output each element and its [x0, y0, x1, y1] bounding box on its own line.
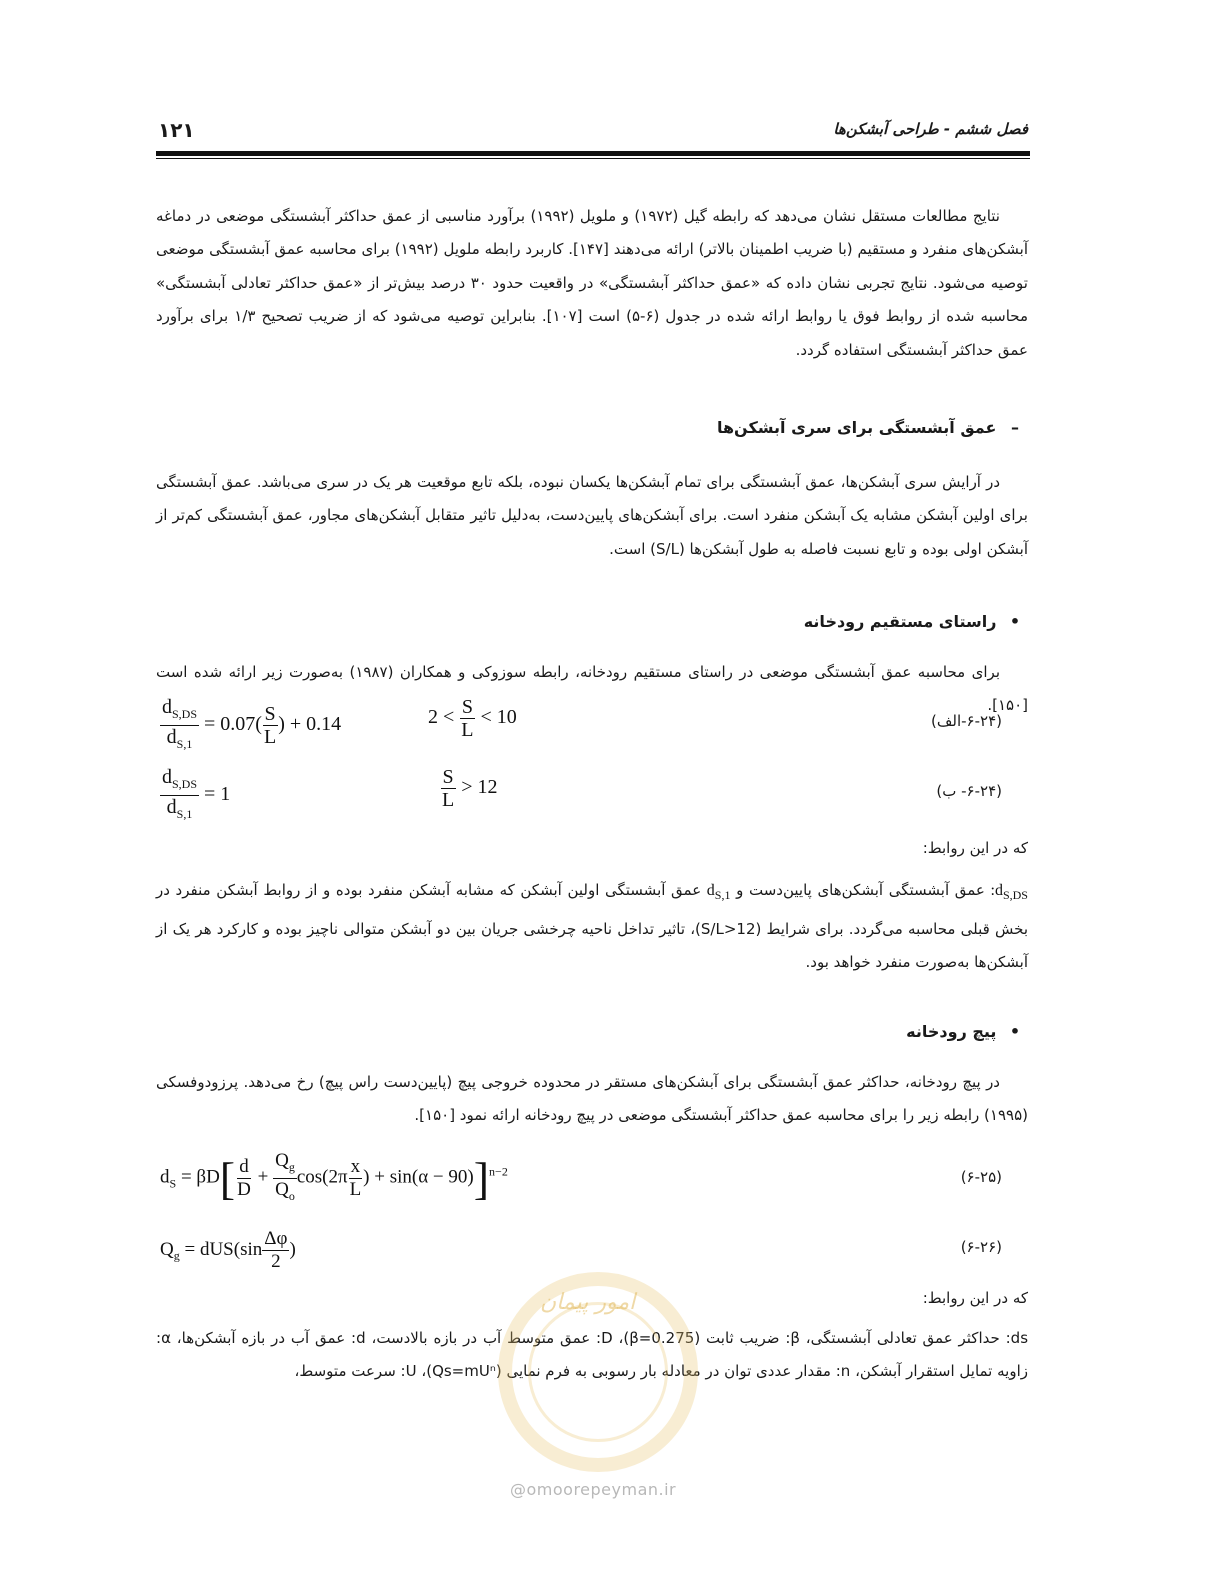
- equation-25-label: (۶-۲۵): [960, 1168, 1002, 1186]
- equation-24a-lhs: $\frac{d_{S,DS}}{d_{S,1}}$ = 0.07( $\frac{S}{L}$ ) + 0.14: [160, 696, 341, 755]
- paragraph-4: $d_{S,DS}$: عمق آبشستگی آبشکن‌های پایین‌دست و $d_{S,1}$ عمق آبشستگی اولین آبشکن که مشابه آبشکن منفرد بوده و از روابط آبشکن منفرد در بخش قبلی محاسبه می‌گردد. برای شرایط (S/L>12)، تاثیر تداخل ناحیه چرخشی جریان بین دو آبشکن متوالی ناچیز بوده و کارکرد هر یک از آبشکن‌ها به‌صورت منفرد خواهد بود.: [156, 881, 1029, 971]
- running-title: فصل ششم - طراحی آبشکن‌ها: [833, 120, 1028, 138]
- paragraph-3-text: برای محاسبه عمق آبشستگی موضعی در راستای مستقیم رودخانه، رابطه سوزوکی و همکاران (۱۹۸۷) به‌صورت زیر ارائه شده است [۱۵۰].: [156, 663, 1028, 715]
- watermark-site: @omoorepeyman.ir: [510, 1480, 677, 1499]
- equation-24b-label: (۶-۲۴- ب): [936, 782, 1002, 800]
- paragraph-5: [156, 1066, 1028, 1133]
- header-rule-thin: [156, 158, 1030, 159]
- page-number: ۱۲۱: [158, 118, 195, 142]
- equation-26-label: (۶-۲۶): [960, 1238, 1002, 1256]
- section-heading-bend-text: پیچ رودخانه: [906, 1022, 997, 1041]
- bullet-icon: •: [1009, 612, 1021, 631]
- equation-24b-condition: $\frac{S}{L}$ > 12: [442, 766, 498, 811]
- paragraph-5-text: در پیچ رودخانه، حداکثر عمق آبشستگی برای آبشکن‌های مستقر در محدوده خروجی پیچ (پایین‌دست راس پیچ) رخ می‌دهد. پرزودوفسکی (۱۹۹۵) رابطه زیر را برای محاسبه عمق حداکثر آبشستگی موضعی در پیچ رودخانه ارائه نمود [۱۵۰].: [156, 1073, 1028, 1125]
- equation-25: $d_S = \beta D$[ $\frac{d}{D}$ + $\frac{Q_g}{Q_o}$ cos(2π $\frac{x}{L}$ ) + sin(α − 90)]$^{n-2}$: [160, 1150, 508, 1204]
- section-heading-bend: [906, 1022, 1028, 1041]
- paragraph-6-text: ds: حداکثر عمق تعادلی آبشستگی، β: ضریب ثابت (β=0.275)، D: عمق متوسط آب در بازه بالادست، d: عمق آب در بازه آبشکن‌ها، α: زاویه تمایل استقرار آبشکن، n: مقدار عددی توان در معادله بار رسوبی به فرم نمایی (Qs=mUⁿ)، U: سرعت متوسط،: [156, 1329, 1029, 1381]
- bullet-icon: •: [1009, 1022, 1021, 1041]
- where-note-2: که در این روابط:: [922, 1289, 1028, 1307]
- paragraph-1-text: نتایج مطالعات مستقل نشان می‌دهد که رابطه گیل (۱۹۷۲) و ملویل (۱۹۹۲) برآورد مناسبی از عمق حداکثر آبشستگی موضعی در دماغه آبشکن‌های منفرد و مستقیم (با ضریب اطمینان بالاتر) ارائه می‌دهند [۱۴۷]. کاربرد رابطه ملویل (۱۹۹۲) برای محاسبه عمق آبشستگی موضعی توصیه می‌شود. نتایج تجربی نشان داده که «عمق حداکثر آبشستگی» در واقعیت حدود ۳۰ درصد بیش‌تر از «عمق حداکثر تعادلی آبشستگی» محاسبه شده از روابط فوق یا روابط ارائه شده در جدول (۶-۵) است [۱۰۷]. بنابراین توصیه می‌شود که از ضریب تصحیح ۱/۳ برای برآورد عمق حداکثر آبشستگی استفاده گردد.: [156, 207, 1028, 359]
- section-heading-series-text: عمق آبشستگی برای سری آبشکن‌ها: [716, 418, 997, 437]
- paragraph-1: [156, 200, 1028, 367]
- paragraph-2-text: در آرایش سری آبشکن‌ها، عمق آبشستگی برای تمام آبشکن‌ها یکسان نبوده، بلکه تابع موقعیت هر یک در سری می‌باشد. عمق آبشستگی برای اولین آبشکن مشابه یک آبشکن منفرد است. برای آبشکن‌های پایین‌دست، به‌دلیل تاثیر متقابل آبشکن‌های مجاور، عمق آبشستگی کم‌تر از آبشکن اولی بوده و تابع نسبت فاصله به طول آبشکن‌ها (S/L) است.: [156, 473, 1028, 558]
- where-note-1: که در این روابط:: [922, 839, 1028, 857]
- section-heading-series: [717, 418, 1028, 437]
- section-heading-straight: [804, 612, 1028, 631]
- paragraph-2: [156, 466, 1028, 566]
- section-heading-straight-text: راستای مستقیم رودخانه: [803, 612, 997, 631]
- header-rule-thick: [156, 151, 1030, 156]
- fraction-ratio: $\frac{d_{S,DS}}{d_{S,1}}$: [162, 696, 198, 751]
- equation-24b-lhs: $\frac{d_{S,DS}}{d_{S,1}}$ = 1: [162, 766, 231, 821]
- dash-mark: –: [1011, 418, 1019, 437]
- equation-24a-condition: 2 < $\frac{S}{L}$ < 10: [428, 696, 517, 741]
- watermark-text: امور پیمان: [540, 1290, 636, 1315]
- equation-26: $Q_g = dUS(\sin$ $\frac{\Delta\varphi}{2}$ ): [160, 1228, 296, 1272]
- equation-24a-label: (۶-۲۴-الف): [931, 712, 1002, 730]
- watermark-seal-inner-icon: [528, 1302, 668, 1442]
